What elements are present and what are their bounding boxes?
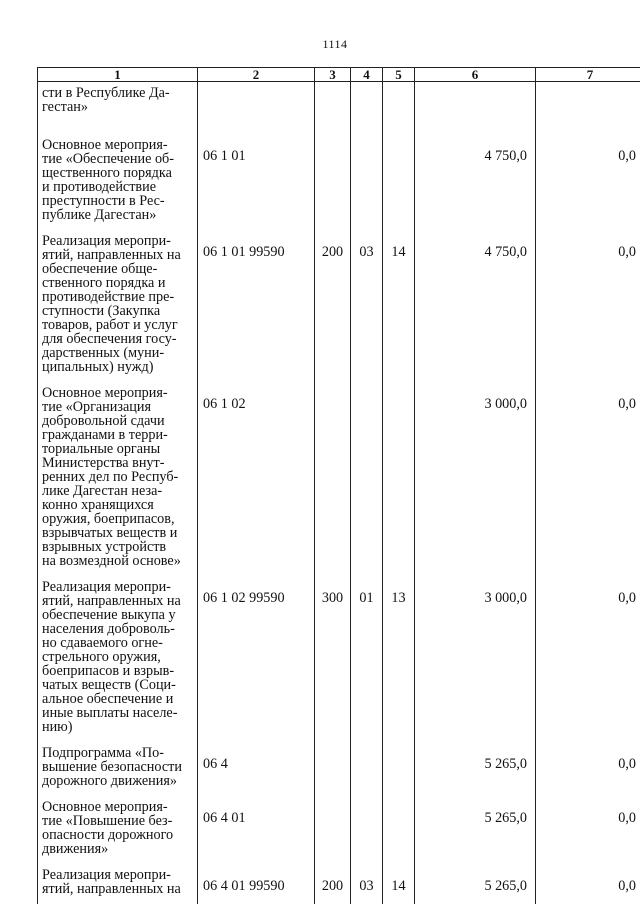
section-code (351, 82, 383, 135)
expense-type-code: 200 (315, 864, 351, 904)
page-number: 1114 (322, 37, 348, 51)
item-name: Реализация меропри- ятий, направленных на (38, 864, 198, 904)
col-header: 4 (351, 68, 383, 82)
section-code (351, 134, 383, 230)
item-name: Подпрограмма «По- вышение безопасности дорожного движения» (38, 742, 198, 796)
table-row (38, 864, 640, 904)
section-code: 01 (351, 576, 383, 742)
header-row (38, 68, 640, 82)
amount-value: 4 750,0 (415, 134, 536, 230)
item-name: Основное мероприя- тие «Организация добровольной сдачи гражданами в терри- ториальные органы Министерства внут- ренних дел по Респуб- лике Дагестан неза- конно хранящихся оружия, боеприпасов, взрывчатых веществ и взрывных устройств на возмездной основе» (38, 382, 198, 576)
amount-value (415, 82, 536, 135)
amount-value: 5 265,0 (415, 796, 536, 864)
table-row (38, 230, 640, 382)
classification-code: 06 4 01 (198, 796, 315, 864)
amount-value: 3 000,0 (415, 382, 536, 576)
subsection-code (383, 82, 415, 135)
col-header: 7 (536, 68, 640, 82)
subsection-code (383, 134, 415, 230)
budget-table (37, 67, 640, 904)
item-name: Реализация меропри- ятий, направленных на обеспечение обще- ственного порядка и противодействие пре- ступности (Закупка товаров, работ и услуг для обеспечения госу- дарственных (муни- ципальных) нужд) (38, 230, 198, 382)
classification-code: 06 1 01 99590 (198, 230, 315, 382)
section-code (351, 382, 383, 576)
item-name: Реализация меропри- ятий, направленных на обеспечение выкупа у населения доброволь- но сдаваемого огне- стрельного оружия, боеприпасов и взрыв- чатых веществ (Соци- альное обеспечение и иные выплаты населе- нию) (38, 576, 198, 742)
column7-value: 0,0 (536, 576, 640, 742)
col-header: 1 (38, 68, 198, 82)
classification-code: 06 1 02 (198, 382, 315, 576)
column7-value: 0,0 (536, 796, 640, 864)
classification-code (198, 82, 315, 135)
expense-type-code: 200 (315, 230, 351, 382)
item-name: Основное мероприя- тие «Обеспечение об- щественного порядка и противодействие преступности в Рес- публике Дагестан» (38, 134, 198, 230)
expense-type-code: 300 (315, 576, 351, 742)
item-name: Основное мероприя- тие «Повышение без- опасности дорожного движения» (38, 796, 198, 864)
classification-code: 06 4 01 99590 (198, 864, 315, 904)
column7-value: 0,0 (536, 230, 640, 382)
expense-type-code (315, 796, 351, 864)
expense-type-code (315, 382, 351, 576)
expense-type-code (315, 742, 351, 796)
classification-code: 06 4 (198, 742, 315, 796)
item-name: сти в Республике Да- гестан» (38, 82, 198, 135)
subsection-code: 14 (383, 230, 415, 382)
table-row (38, 576, 640, 742)
expense-type-code (315, 82, 351, 135)
subsection-code (383, 742, 415, 796)
col-header: 2 (198, 68, 315, 82)
amount-value: 5 265,0 (415, 742, 536, 796)
col-header: 5 (383, 68, 415, 82)
classification-code: 06 1 01 (198, 134, 315, 230)
column7-value: 0,0 (536, 134, 640, 230)
col-header: 6 (415, 68, 536, 82)
table-row (38, 134, 640, 230)
expense-type-code (315, 134, 351, 230)
amount-value: 5 265,0 (415, 864, 536, 904)
column7-value: 0,0 (536, 864, 640, 904)
classification-code: 06 1 02 99590 (198, 576, 315, 742)
column7-value: 0,0 (536, 742, 640, 796)
amount-value: 4 750,0 (415, 230, 536, 382)
section-code: 03 (351, 864, 383, 904)
subsection-code: 13 (383, 576, 415, 742)
section-code (351, 796, 383, 864)
col-header: 3 (315, 68, 351, 82)
table-row (38, 796, 640, 864)
column7-value (536, 82, 640, 135)
amount-value: 3 000,0 (415, 576, 536, 742)
subsection-code (383, 382, 415, 576)
subsection-code: 14 (383, 864, 415, 904)
table-row (38, 382, 640, 576)
table-row (38, 82, 640, 135)
section-code: 03 (351, 230, 383, 382)
column7-value: 0,0 (536, 382, 640, 576)
subsection-code (383, 796, 415, 864)
section-code (351, 742, 383, 796)
table-row (38, 742, 640, 796)
